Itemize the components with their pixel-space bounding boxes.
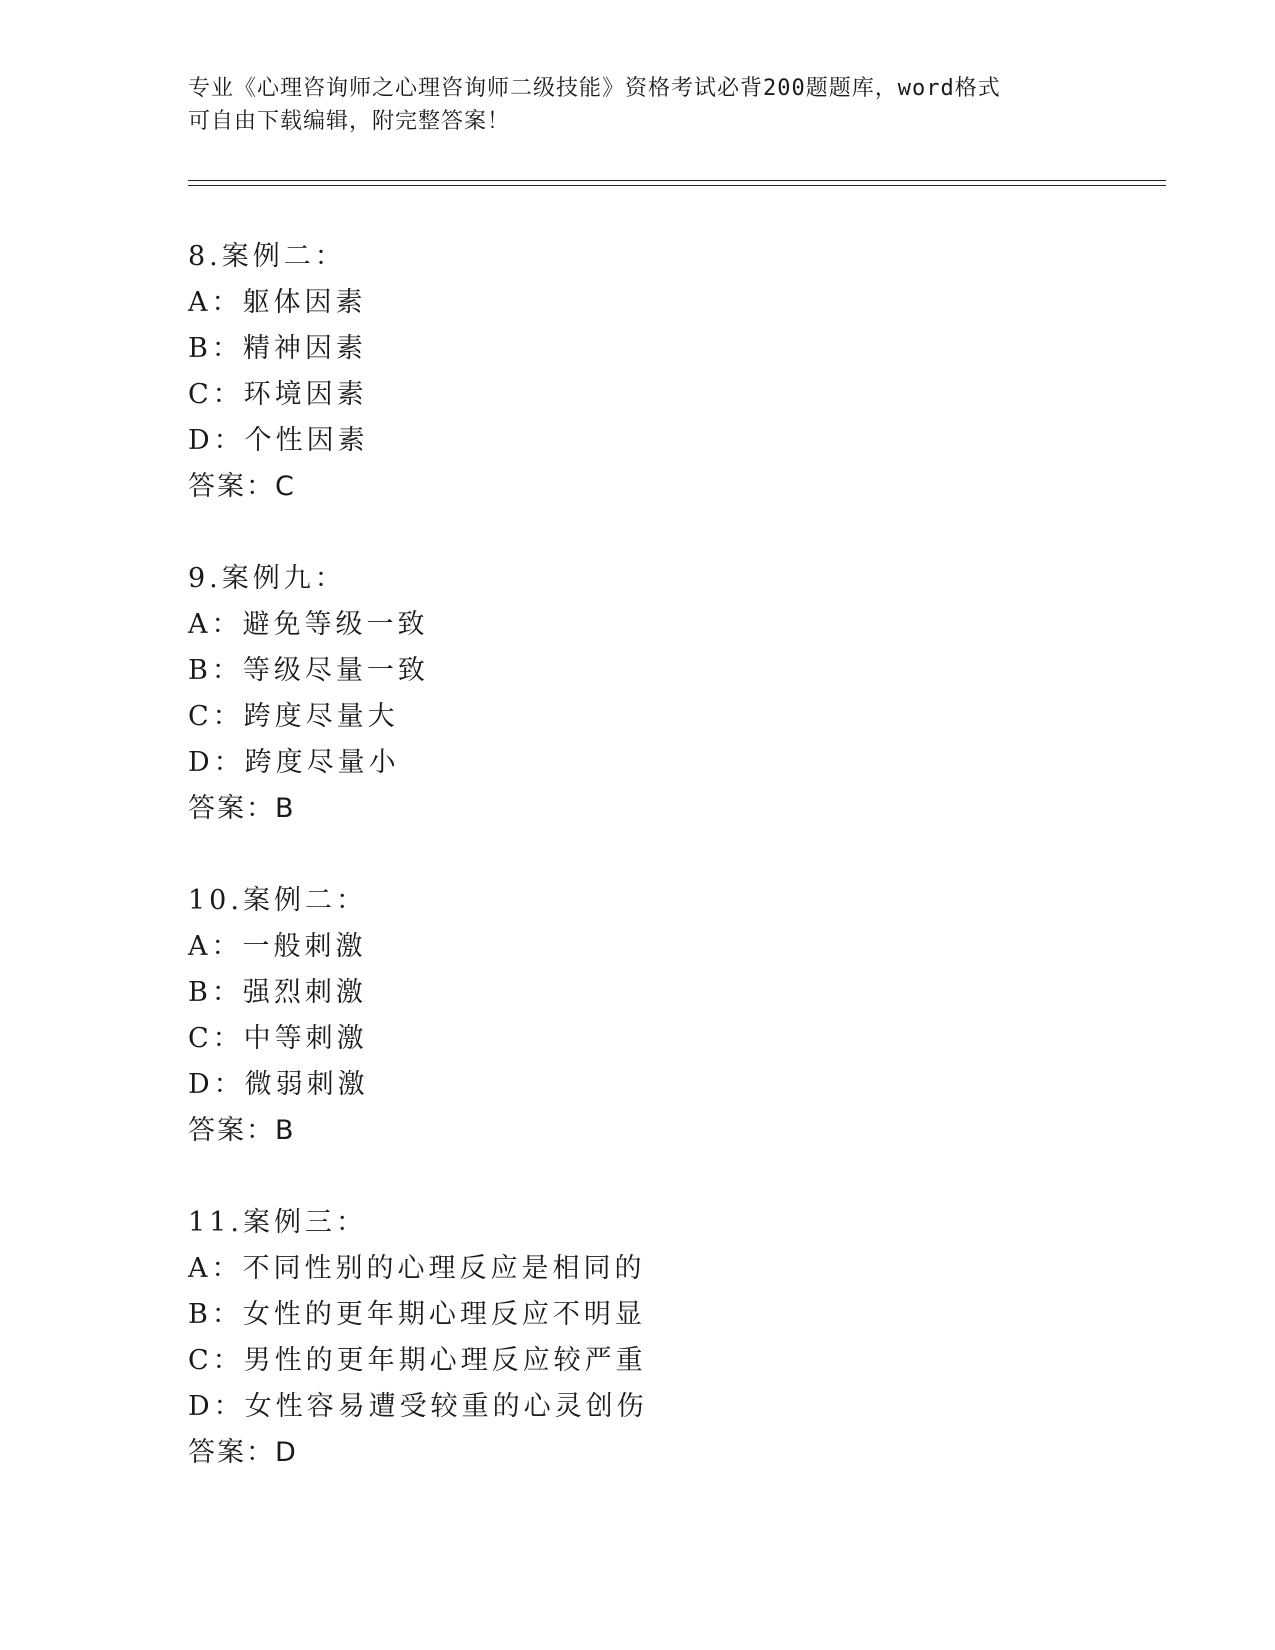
option-c: C：环境因素 [188,379,368,410]
question-block [188,234,1088,510]
option-b: B：强烈刺激 [188,977,367,1008]
option-d: D：跨度尽量小 [188,747,400,778]
option-a: A：不同性别的心理反应是相同的 [188,1253,646,1284]
question-block [188,878,1088,1154]
answer: 答案：C [188,471,296,502]
option-c: C：男性的更年期心理反应较严重 [188,1345,647,1376]
header-line-1: 专业《心理咨询师之心理咨询师二级技能》资格考试必背200题题库，word格式 [188,76,1001,101]
option-d: D：女性容易遭受较重的心灵创伤 [188,1391,648,1422]
option-c: C：跨度尽量大 [188,701,399,732]
document-header [188,72,1088,138]
option-a: A：躯体因素 [188,287,367,318]
option-a: A：一般刺激 [188,931,367,962]
answer: 答案：B [188,793,296,824]
question-title: 11.案例三： [188,1207,367,1238]
header-divider-bottom [188,185,1166,186]
question-title: 9.案例九： [188,563,346,594]
option-d: D：微弱刺激 [188,1069,369,1100]
question-title: 10.案例二： [188,885,367,916]
option-c: C：中等刺激 [188,1023,368,1054]
option-d: D：个性因素 [188,425,369,456]
option-a: A：避免等级一致 [188,609,429,640]
question-title: 8.案例二： [188,241,346,272]
answer: 答案：D [188,1437,298,1468]
answer: 答案：B [188,1115,296,1146]
option-b: B：等级尽量一致 [188,655,429,686]
header-line-2: 可自由下载编辑，附完整答案！ [188,109,511,134]
option-b: B：精神因素 [188,333,367,364]
question-block [188,1200,1088,1476]
question-block [188,556,1088,832]
header-divider-top [188,180,1166,181]
option-b: B：女性的更年期心理反应不明显 [188,1299,646,1330]
